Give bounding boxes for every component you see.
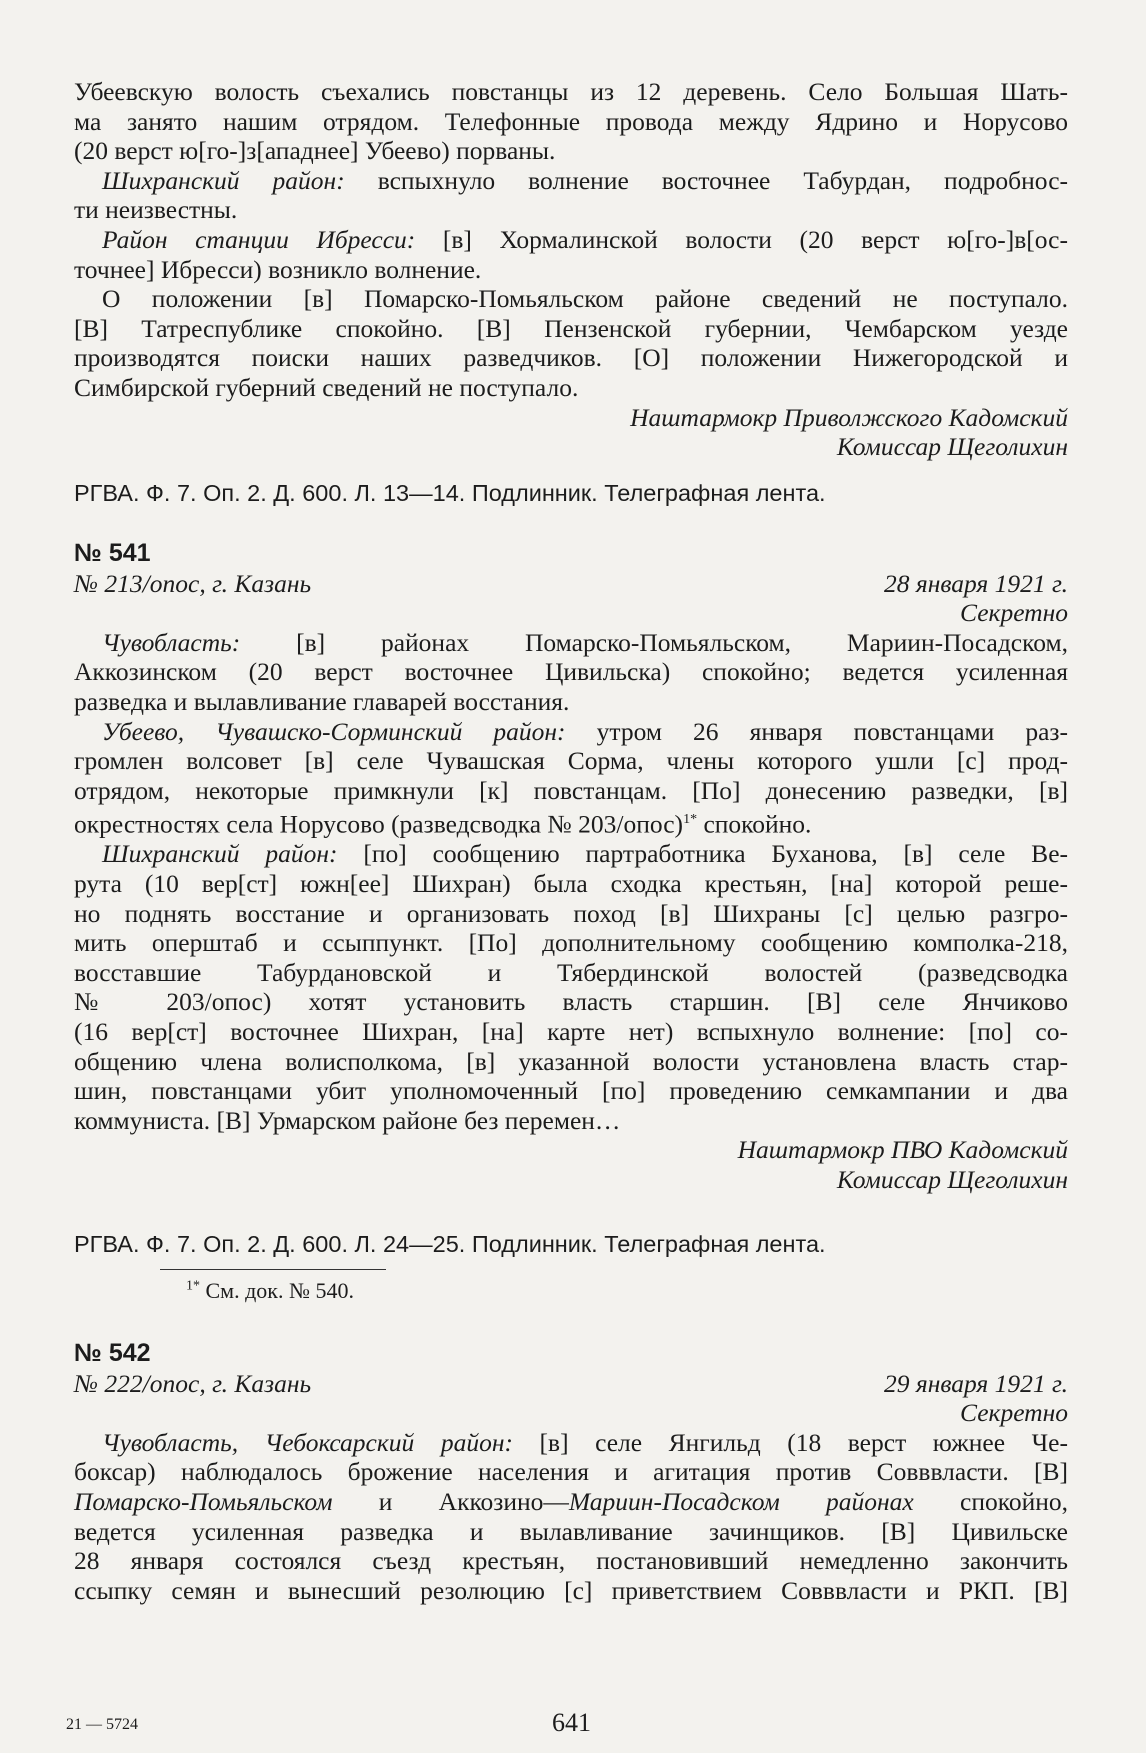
- document-ref: № 222/опос, г. Казань: [74, 1368, 312, 1398]
- archive-source: РГВА. Ф. 7. Оп. 2. Д. 600. Л. 24—25. Подлинник. Телеграфная лента.: [74, 1231, 826, 1257]
- text-line: громлен волсовет [в] селе Чувашская Сорма, члены которого ушли [с] прод-: [74, 746, 1068, 776]
- secret-stamp: Секретно: [960, 598, 1068, 628]
- region-heading: Убеево, Чувашско-Сорминский район:: [102, 716, 566, 746]
- text-line: отрядом, некоторые примкнули [к] повстанцам. [По] донесению разведки, [в]: [74, 775, 1068, 805]
- text-line: Симбирской губерний сведений не поступало.: [74, 372, 579, 402]
- printer-signature-mark: 21 — 5724: [66, 1716, 138, 1733]
- text-line: № 203/опос) хотят установить власть старшин. [В] селе Янчиково: [74, 987, 1068, 1017]
- text-line: общению члена волисполкома, [в] указанной волости установлена власть стар-: [74, 1046, 1068, 1076]
- signature-line: Наштармокр Приволжского Кадомский: [630, 402, 1068, 432]
- document-number: № 542: [74, 1339, 151, 1367]
- continued-document-body: [74, 77, 1068, 462]
- text-line: восставшие Табурдановской и Тябердинской волостей (разведсводка: [74, 957, 1068, 987]
- text-line: (16 вер[ст] восточнее Шихран, [на] карте нет) вспыхнуло волнение: [по] со-: [74, 1017, 1068, 1046]
- text-line: коммуниста. [В] Урмарском районе без перемен…: [74, 1105, 621, 1135]
- text-line: 28 января состоялся съезд крестьян, постановивший немедленно закончить: [74, 1546, 1068, 1576]
- paragraph-chuvoblast: Чувобласть, Чебоксарский район: [в] селе Янгильд (18 верст южнее Че-: [102, 1427, 1068, 1457]
- text-line: Помарско-Помьяльском и Аккозино—Мариин-Посадском районах спокойно,: [74, 1486, 1068, 1516]
- footnote-separator: [160, 1269, 386, 1270]
- document-541: [74, 539, 1068, 1195]
- document-date: 28 января 1921 г.: [883, 568, 1068, 598]
- region-heading: Район станции Ибресси:: [102, 224, 416, 254]
- text-line: ма занято нашим отрядом. Телефонные провода между Ядрино и Норусово: [74, 106, 1068, 136]
- archive-source: РГВА. Ф. 7. Оп. 2. Д. 600. Л. 13—14. Подлинник. Телеграфная лента.: [74, 480, 826, 506]
- paragraph-ubeevo: Убеево, Чувашско-Сорминский район: утром 26 января повстанцами раз-: [102, 716, 1068, 746]
- text-line: шин, повстанцами убит уполномоченный [по] проведению семкампании и два: [74, 1076, 1068, 1106]
- text-line: ти неизвестны.: [74, 195, 238, 225]
- signature-line: Комиссар Щеголихин: [836, 1164, 1068, 1194]
- text-line: разведка и вылавливание главарей восстания.: [74, 686, 570, 716]
- region-heading: Чувобласть, Чебоксарский район:: [102, 1427, 513, 1457]
- text-line: ссыпку семян и вынесший резолюцию [с] приветствием Совввласти и РКП. [В]: [74, 1575, 1068, 1605]
- text-line: О положении [в] Помарско-Помьяльском районе сведений не поступало.: [102, 284, 1068, 314]
- document-header: [74, 569, 1068, 599]
- signature-line: Комиссар Щеголихин: [836, 432, 1068, 462]
- footnote-mark: 1*: [186, 1278, 200, 1294]
- archive-source-541-prev: [74, 479, 1068, 509]
- text-line: Аккозинском (20 верст восточнее Цивильска) спокойно; ведется усиленная: [74, 657, 1068, 687]
- document-number: № 541: [74, 539, 151, 567]
- document-date: 29 января 1921 г.: [883, 1368, 1068, 1398]
- text-line: точнее] Ибресси) возникло волнение.: [74, 254, 482, 284]
- archive-source-541: [74, 1230, 1068, 1260]
- text-line: окрестностях села Норусово (разведсводка № 203/опос)$^{1*}$ спокойно.: [74, 809, 812, 839]
- text-line: мить оперштаб и ссыппункт. [По] дополнительному сообщению комполка-218,: [74, 928, 1068, 958]
- text-line: Убеевскую волость съехались повстанцы из 12 деревень. Село Большая Шать-: [74, 77, 1068, 106]
- text-line: (20 верст ю[го-]з[ападнее] Убеево) порваны.: [74, 136, 556, 166]
- signature-line: Наштармокр ПВО Кадомский: [737, 1135, 1068, 1165]
- document-542: [74, 1339, 1068, 1605]
- page-number: 641: [552, 1708, 591, 1737]
- text-line: производятся поиски наших разведчиков. [О] положении Нижегородской и: [74, 343, 1068, 373]
- region-heading: Шихранский район:: [102, 165, 345, 195]
- paragraph-ibressi: Район станции Ибресси: [в] Хормалинской волости (20 верст ю[го-]в[ос-: [102, 224, 1068, 254]
- document-header: [74, 1369, 1068, 1399]
- paragraph-chuvoblast: Чувобласть: [в] районах Помарско-Помьяльском, Мариин-Посадском,: [102, 627, 1068, 657]
- text-line: [В] Татреспублике спокойно. [В] Пензенской губернии, Чембарском уезде: [74, 313, 1068, 343]
- text-line: ведется усиленная разведка и вылавливание зачинщиков. [В] Цивильске: [74, 1516, 1068, 1546]
- text-line: боксар) наблюдалось брожение населения и агитация против Совввласти. [В]: [74, 1457, 1068, 1487]
- footnote: $^{1*}$ См. док. № 540.: [186, 1278, 354, 1303]
- secret-stamp: Секретно: [960, 1398, 1068, 1428]
- text-line: но поднять восстание и организовать поход [в] Шихраны [с] целью разгро-: [74, 898, 1068, 928]
- region-heading: Шихранский район:: [102, 839, 338, 869]
- paragraph-shikhran: Шихранский район: [по] сообщению партработника Буханова, [в] селе Ве-: [102, 839, 1069, 869]
- footnote-ref: 1*: [683, 812, 698, 828]
- text-line: рута (10 вер[ст] южн[ее] Шихран) была сходка крестьян, [на] которой реше-: [74, 869, 1068, 899]
- paragraph-shikhran: Шихранский район: вспыхнуло волнение восточнее Табурдан, подробнос-: [102, 165, 1068, 195]
- region-heading: Чувобласть:: [102, 627, 241, 657]
- document-ref: № 213/опос, г. Казань: [74, 568, 312, 598]
